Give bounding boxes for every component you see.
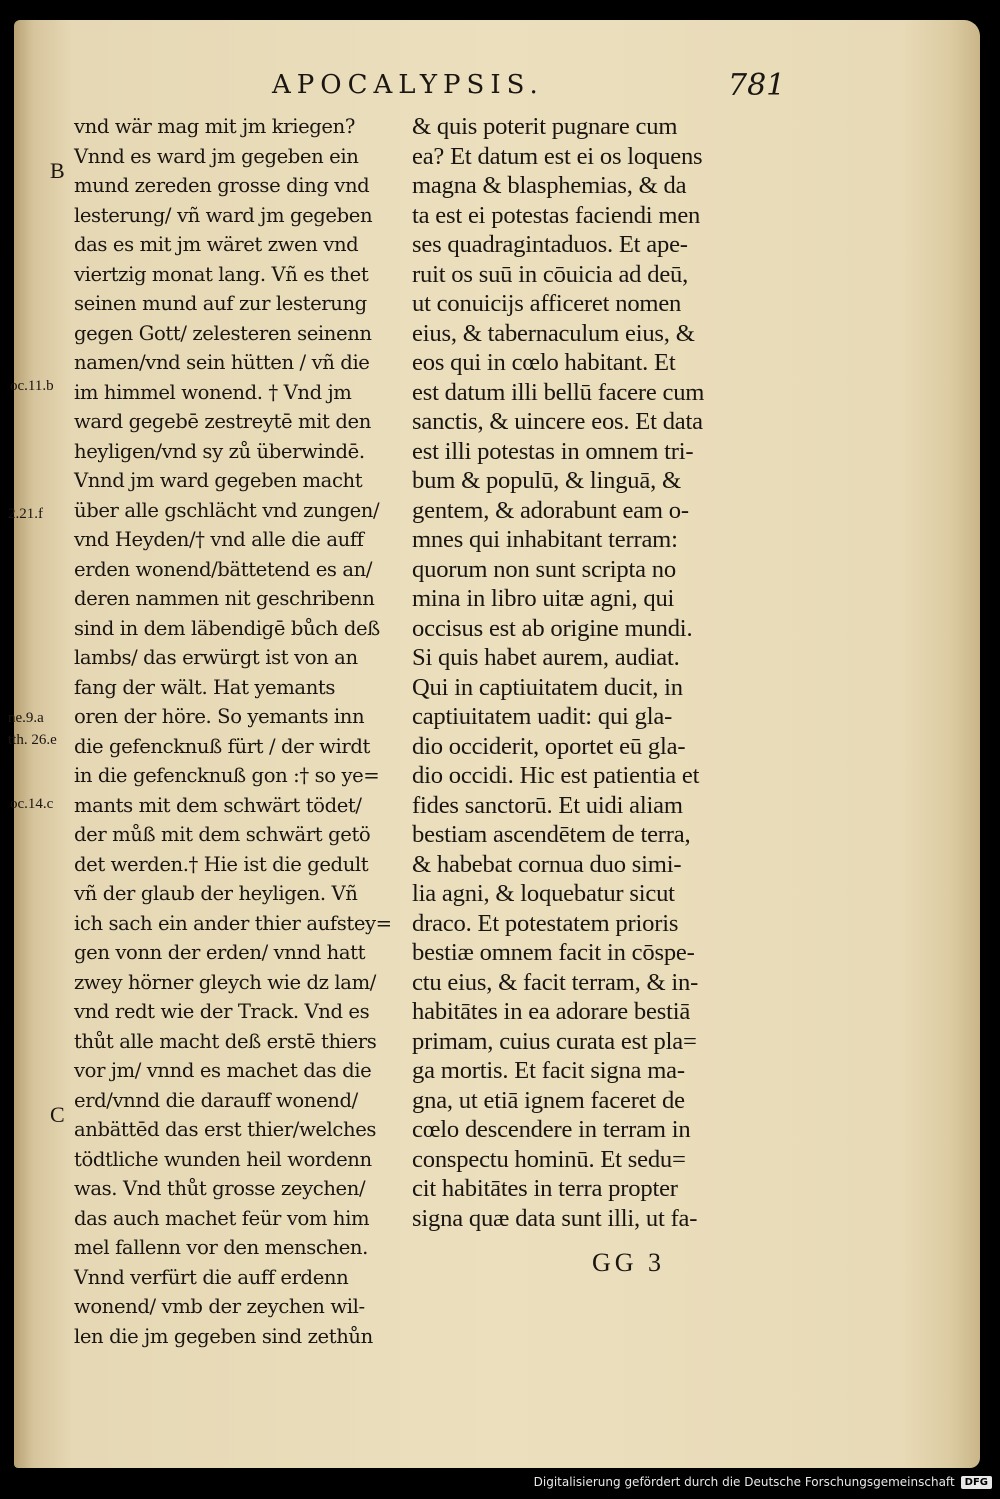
- margin-note: tth. 26.e: [8, 732, 57, 748]
- text-line: über alle gschlächt vnd zungen/: [74, 498, 380, 522]
- text-line: wonend/ vmb der zeychen wil-: [74, 1295, 365, 1318]
- text-line: deren nammen nit geschribenn: [74, 587, 375, 610]
- text-line: mnes qui inhabitant terram:: [412, 526, 678, 553]
- text-line: conspectu hominū. Et sedu=: [412, 1145, 686, 1173]
- text-line: ctu eius, & facit terram, & in-: [412, 968, 699, 996]
- running-head: APOCALYPSIS.: [272, 70, 544, 100]
- text-line: erden wonend/bättetend es an/: [74, 557, 373, 581]
- text-line: dio occiderit, oportet eū gla-: [412, 732, 686, 760]
- margin-note: oc.11.b: [10, 378, 54, 394]
- text-line: oren der höre. So yemants inn: [74, 705, 365, 728]
- text-line: est datum illi bellū facere cum: [412, 378, 705, 406]
- text-line: fang der wält. Hat yemants: [74, 675, 336, 699]
- credit-text: Digitalisierung gefördert durch die Deutsche Forschungsgemeinschaft: [533, 1475, 955, 1489]
- latin-text-column: [412, 112, 757, 1233]
- text-line: eos qui in cœlo habitant. Et: [412, 349, 676, 376]
- text-line: gna, ut etiā ignem faceret de: [412, 1086, 685, 1114]
- text-line: dio occidi. Hic est patientia et: [412, 762, 700, 789]
- text-line: mel fallenn vor den menschen.: [74, 1236, 368, 1259]
- text-line: anbättēd das erst thier/welches: [74, 1118, 377, 1141]
- text-line: sanctis, & uincere eos. Et data: [412, 408, 703, 435]
- text-line: bum & populū, & linguā, &: [412, 467, 681, 494]
- text-line: vñ der glaub der heyligen. Vñ: [74, 882, 358, 905]
- text-line: viertzig monat lang. Vñ es thet: [74, 262, 369, 286]
- text-line: det werden.† Hie ist die gedult: [74, 852, 369, 876]
- section-letter-c: C: [50, 1102, 65, 1127]
- text-line: erd/vnnd die darauff wonend/: [74, 1088, 358, 1112]
- german-text-column: [74, 112, 419, 1351]
- text-line: heyligen/vnd sy zů überwindē.: [74, 439, 365, 463]
- dfg-logo: DFG: [961, 1476, 992, 1489]
- text-line: lia agni, & loquebatur sicut: [412, 880, 675, 907]
- text-line: fides sanctorū. Et uidi aliam: [412, 791, 683, 819]
- text-line: in die gefencknuß gon :† so ye=: [74, 764, 380, 787]
- text-line: mants mit dem schwärt tödet/: [74, 793, 362, 817]
- text-line: bestiæ omnem facit in cōspe-: [412, 939, 695, 966]
- text-line: was. Vnd thůt grosse zeychen/: [74, 1177, 366, 1200]
- text-line: namen/vnd sein hütten / vñ die: [74, 351, 370, 374]
- page-number: 781: [728, 68, 786, 103]
- margin-note: oc.14.c: [10, 796, 54, 812]
- text-line: ses quadragintaduos. Et ape-: [412, 231, 688, 258]
- text-line: cœlo descendere in terram in: [412, 1116, 691, 1143]
- text-line: ruit os suū in cōuicia ad deū,: [412, 260, 689, 288]
- text-line: ga mortis. Et facit signa ma-: [412, 1057, 685, 1084]
- section-letter-b: B: [50, 158, 65, 183]
- text-line: die gefencknuß fürt / der wirdt: [74, 734, 370, 758]
- text-line: ea? Et datum est ei os loquens: [412, 142, 703, 170]
- text-line: Si quis habet aurem, audiat.: [412, 644, 680, 671]
- text-line: habitātes in ea adorare bestiā: [412, 998, 691, 1025]
- text-line: & quis poterit pugnare cum: [412, 113, 678, 140]
- text-line: lesterung/ vñ ward jm gegeben: [74, 203, 373, 227]
- text-line: thůt alle macht deß erstē thiers: [74, 1029, 377, 1053]
- text-line: cit habitātes in terra propter: [412, 1175, 678, 1202]
- text-line: sind in dem läbendigē bůch deß: [74, 616, 380, 640]
- text-line: ut conuicijs afficeret nomen: [412, 290, 682, 317]
- text-line: ich sach ein ander thier aufstey=: [74, 911, 392, 935]
- text-line: ward gegebē zestreytē mit den: [74, 410, 371, 433]
- book-page: [8, 20, 980, 1468]
- text-line: das auch machet feür vom him: [74, 1206, 370, 1230]
- text-line: mund zereden grosse ding vnd: [74, 174, 370, 197]
- text-line: len die jm gegeben sind zethůn: [74, 1324, 373, 1348]
- text-line: eius, & tabernaculum eius, &: [412, 319, 695, 347]
- text-line: ta est ei potestas faciendi men: [412, 201, 701, 229]
- text-line: zwey hörner gleych wie dz lam/: [74, 970, 376, 994]
- text-line: occisus est ab origine mundi.: [412, 614, 693, 642]
- text-line: gen vonn der erden/ vnnd hatt: [74, 941, 366, 964]
- text-line: quorum non sunt scripta no: [412, 555, 676, 583]
- text-line: vnd Heyden/† vnd alle die auff: [74, 528, 364, 551]
- text-line: im himmel wonend. † Vnd jm: [74, 380, 352, 404]
- text-line: bestiam ascendētem de terra,: [412, 821, 691, 848]
- margin-note: 2.21.f: [8, 506, 43, 522]
- text-line: der můß mit dem schwärt getö: [74, 823, 371, 846]
- text-line: & habebat cornua duo simi-: [412, 850, 682, 878]
- text-line: lambs/ das erwürgt ist von an: [74, 646, 358, 669]
- text-line: tödtliche wunden heil wordenn: [74, 1147, 372, 1171]
- text-line: vnd wär mag mit jm kriegen?: [74, 115, 355, 138]
- text-line: magna & blasphemias, & da: [412, 172, 687, 199]
- text-line: mina in libro uitæ agni, qui: [412, 585, 675, 612]
- text-line: gentem, & adorabunt eam o-: [412, 496, 689, 524]
- text-line: gegen Gott/ zelesteren seinenn: [74, 321, 372, 345]
- text-line: Qui in captiuitatem ducit, in: [412, 673, 683, 701]
- text-line: Vnnd es ward jm gegeben ein: [74, 144, 359, 168]
- text-line: est illi potestas in omnem tri-: [412, 437, 694, 465]
- text-line: signa quæ data sunt illi, ut fa-: [412, 1204, 698, 1232]
- text-line: captiuitatem uadit: qui gla-: [412, 703, 673, 730]
- text-line: vor jm/ vnnd es machet das die: [74, 1059, 372, 1082]
- text-line: Vnnd verfürt die auff erdenn: [74, 1265, 349, 1289]
- margin-note: ne.9.a: [8, 710, 44, 726]
- digitization-credit: [534, 1471, 992, 1493]
- text-line: seinen mund auf zur lesterung: [74, 292, 367, 315]
- signature-mark: GG 3: [592, 1248, 666, 1277]
- text-line: Vnnd jm ward gegeben macht: [74, 469, 363, 492]
- text-line: das es mit jm wäret zwen vnd: [74, 233, 359, 256]
- text-line: vnd redt wie der Track. Vnd es: [74, 1000, 370, 1023]
- text-line: draco. Et potestatem prioris: [412, 909, 679, 937]
- text-line: primam, cuius curata est pla=: [412, 1027, 697, 1055]
